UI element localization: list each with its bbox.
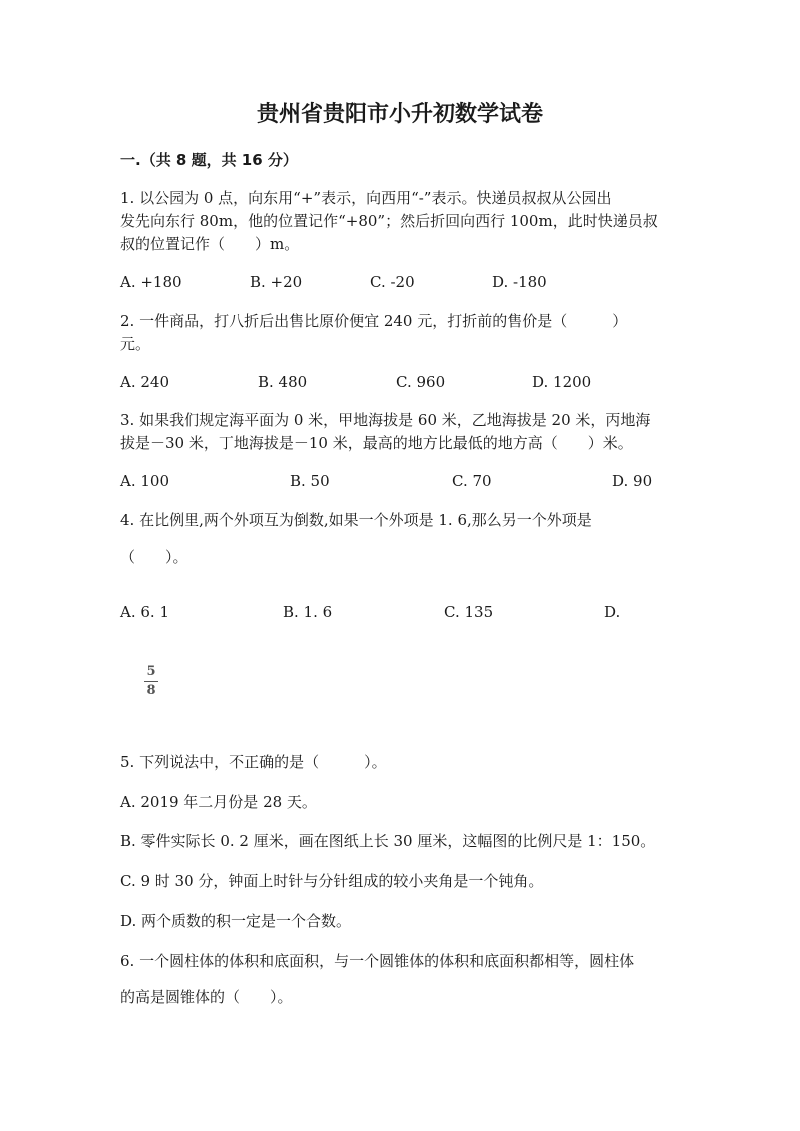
q3-option-a: A. 100 [120,472,169,490]
exam-title: 贵州省贵阳市小升初数学试卷 [256,102,543,127]
q4-option-d-fraction [144,665,158,698]
q4-text-line-1: 4. 在比例里,两个外项互为倒数,如果一个外项是 1. 6,那么另一个外项是 [120,511,592,529]
q2-text-line-2: 元。 [120,335,151,353]
q3-text-line-2: 拔是－30 米，丁地海拔是－10 米，最高的地方比最低的地方高（ ）米。 [120,434,633,452]
q5-option-d: D. 两个质数的积一定是一个合数。 [120,912,352,930]
q1-option-b: B. +20 [250,273,303,291]
q5-text-line-1: 5. 下列说法中，不正确的是（ ）。 [120,753,387,771]
q4-option-a: A. 6. 1 [120,603,169,621]
q1-option-c: C. -20 [370,273,415,291]
q2-option-d: D. 1200 [532,373,592,391]
q1-text-line-3: 叔的位置记作（ ）m。 [120,235,300,253]
q1-option-a: A. +180 [120,273,182,291]
q2-option-a: A. 240 [120,373,169,391]
q6-text-line-2: 的高是圆锥体的（ ）。 [120,988,293,1006]
q1-text-line-1: 1. 以公园为 0 点，向东用“+”表示，向西用“-”表示。快递员叔叔从公园出 [120,189,612,207]
q3-text-line-1: 3. 如果我们规定海平面为 0 米，甲地海拔是 60 米，乙地海拔是 20 米，丙地海 [120,411,651,429]
q5-option-c: C. 9 时 30 分，钟面上时针与分针组成的较小夹角是一个钝角。 [120,872,544,890]
q5-option-a: A. 2019 年二月份是 28 天。 [120,793,317,811]
fraction-denominator: 8 [146,683,156,698]
q2-option-b: B. 480 [258,373,308,391]
q2-option-c: C. 960 [396,373,446,391]
q4-option-d: D. [604,603,621,621]
q6-text-line-1: 6. 一个圆柱体的体积和底面积，与一个圆锥体的体积和底面积都相等，圆柱体 [120,952,635,970]
q3-option-d: D. 90 [612,472,653,490]
section-heading: 一.（共 8 题，共 16 分） [120,151,298,169]
q4-option-c: C. 135 [444,603,494,621]
q5-option-b: B. 零件实际长 0. 2 厘米，画在图纸上长 30 厘米，这幅图的比例尺是 1：150。 [120,832,656,850]
q4-option-b: B. 1. 6 [283,603,333,621]
q2-text-line-1: 2. 一件商品，打八折后出售比原价便宜 240 元，打折前的售价是（ ） [120,312,628,330]
q3-option-c: C. 70 [452,472,492,490]
q4-text-line-2: （ ）。 [120,548,188,566]
fraction-bar [144,681,158,682]
q1-text-line-2: 发先向东行 80m，他的位置记作“+80”；然后折回向西行 100m，此时快递员叔 [120,212,658,230]
q3-option-b: B. 50 [290,472,330,490]
q1-option-d: D. -180 [492,273,547,291]
fraction-numerator: 5 [146,664,156,679]
